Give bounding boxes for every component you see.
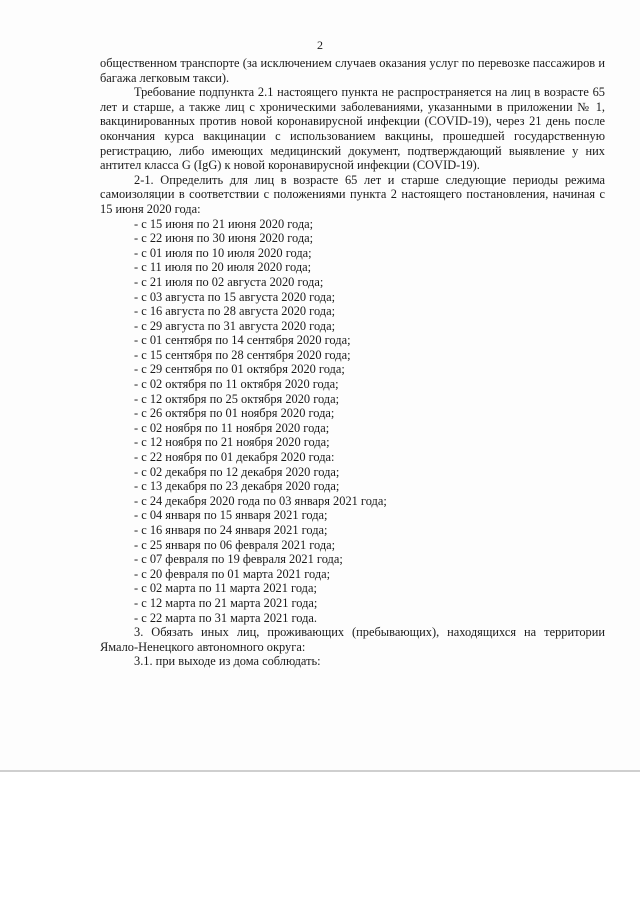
list-item: - с 16 августа по 28 августа 2020 года; [134, 304, 336, 319]
list-item: - с 03 августа по 15 августа 2020 года; [134, 289, 336, 304]
scan-edge-divider [0, 770, 640, 772]
list-item: - с 26 октября по 01 ноября 2020 года; [134, 406, 335, 421]
paragraph-exemption: Требование подпункта 2.1 настоящего пункта не распространяется на лиц в возрасте 65 лет и старше, а также лиц с хроническими заболеваниями, указанными в приложении № 1, вакцинированных против новой коронавирусной инфекции (COVID-19), через 21 день после окончания курса вакцинации с использованием вакцины, прошедшей государственную регистрацию, либо имеющих медицинский документ, подтверждающий выявление у них антител класса G (IgG) к новой коронавирусной инфекции (COVID-19). [100, 85, 605, 173]
list-item: - с 25 января по 06 февраля 2021 года; [134, 537, 336, 552]
list-item: - с 12 ноября по 21 ноября 2020 года; [134, 435, 330, 450]
list-item: - с 02 марта по 11 марта 2021 года; [134, 581, 317, 596]
list-item: - с 22 марта по 31 марта 2021 года. [134, 610, 318, 625]
list-item: - с 15 июня по 21 июня 2020 года; [134, 216, 314, 231]
page-number: 2 [317, 38, 323, 52]
list-item: - с 12 октября по 25 октября 2020 года; [134, 391, 340, 406]
list-item: - с 02 октября по 11 октября 2020 года; [134, 377, 339, 392]
document-body [100, 56, 605, 669]
list-item: - с 02 ноября по 11 ноября 2020 года; [134, 420, 330, 435]
self-isolation-periods-list [100, 217, 605, 626]
list-item: - с 01 сентября по 14 сентября 2020 года; [134, 333, 351, 348]
list-item: - с 12 марта по 21 марта 2021 года; [134, 595, 318, 610]
paragraph-3-1: 3.1. при выходе из дома соблюдать: [134, 654, 321, 669]
list-item: - с 21 июля по 02 августа 2020 года; [134, 274, 324, 289]
list-item: - с 24 декабря 2020 года по 03 января 2021 года; [134, 493, 387, 508]
paragraph-transport: общественном транспорте (за исключением случаев оказания услуг по перевозке пассажиров и багажа легковым такси). [100, 56, 605, 85]
list-item: - с 29 августа по 31 августа 2020 года; [134, 318, 336, 333]
list-item: - с 11 июля по 20 июля 2020 года; [134, 260, 312, 275]
paragraph-3: 3. Обязать иных лиц, проживающих (пребывающих), находящихся на территории Ямало-Ненецкого автономного округа: [100, 625, 605, 654]
list-item: - с 07 февраля по 19 февраля 2021 года; [134, 552, 343, 567]
list-item: - с 22 июня по 30 июня 2020 года; [134, 231, 314, 246]
list-item: - с 22 ноября по 01 декабря 2020 года: [134, 450, 335, 465]
list-item: - с 16 января по 24 января 2021 года; [134, 523, 328, 537]
list-item: - с 04 января по 15 января 2021 года; [134, 508, 328, 523]
list-item: - с 02 декабря по 12 декабря 2020 года; [134, 464, 340, 479]
list-item: - с 13 декабря по 23 декабря 2020 года; [134, 479, 340, 494]
list-item: - с 15 сентября по 28 сентября 2020 года; [134, 347, 351, 362]
paragraph-2-1: 2-1. Определить для лиц в возрасте 65 лет и старше следующие периоды режима самоизоляции в соответствии с положениями пункта 2 настоящего постановления, начиная с 15 июня 2020 года: [100, 172, 605, 216]
list-item: - с 29 сентября по 01 октября 2020 года; [134, 362, 345, 377]
list-item: - с 20 февраля по 01 марта 2021 года; [134, 566, 331, 581]
list-item: - с 01 июля по 10 июля 2020 года; [134, 245, 312, 260]
